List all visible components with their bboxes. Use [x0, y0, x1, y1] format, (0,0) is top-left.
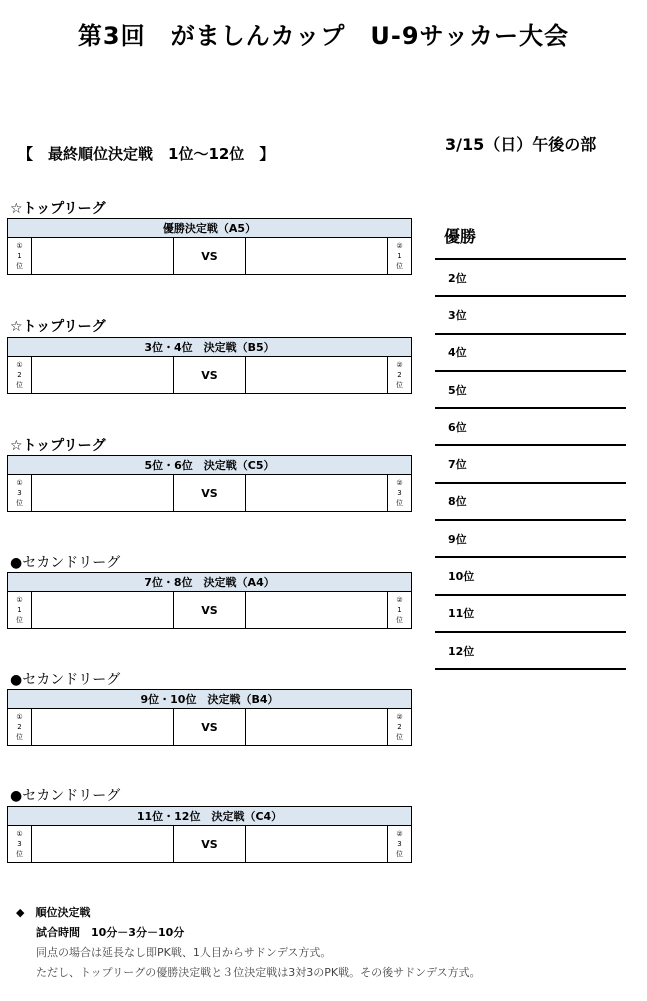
vs-label: VS: [174, 238, 246, 275]
page-title: 第3回 がましんカップ U-9サッカー大会: [77, 22, 570, 50]
right-team-cell[interactable]: [246, 475, 388, 512]
left-team-cell[interactable]: [32, 238, 174, 275]
vs-label: VS: [174, 357, 246, 394]
right-team-cell[interactable]: [246, 357, 388, 394]
left-team-cell[interactable]: [32, 592, 174, 629]
vs-label: VS: [174, 709, 246, 746]
match-table: [7, 572, 412, 629]
match-title: 9位・10位 決定戦（B4）: [8, 690, 412, 709]
left-team-cell[interactable]: [32, 709, 174, 746]
right-seed: ② 3 位: [388, 826, 412, 863]
event-date: 3/15（日）午後の部: [445, 135, 597, 154]
left-seed: ① 2 位: [8, 709, 32, 746]
league-label: ●セカンドリーグ: [10, 672, 121, 688]
rules-notes: [16, 903, 481, 983]
league-label: ☆トップリーグ: [10, 438, 106, 454]
rank-row: 3位: [435, 297, 626, 334]
vs-label: VS: [174, 826, 246, 863]
match-title: 7位・8位 決定戦（A4）: [8, 573, 412, 592]
ranking-list: [435, 222, 626, 670]
left-seed: ① 3 位: [8, 475, 32, 512]
match-title: 優勝決定戦（A5）: [8, 219, 412, 238]
right-seed: ② 2 位: [388, 357, 412, 394]
match-title: 5位・6位 決定戦（C5）: [8, 456, 412, 475]
left-seed: ① 1 位: [8, 238, 32, 275]
right-team-cell[interactable]: [246, 592, 388, 629]
rank-row: 5位: [435, 372, 626, 409]
left-seed: ① 3 位: [8, 826, 32, 863]
left-team-cell[interactable]: [32, 357, 174, 394]
rank-row: 8位: [435, 484, 626, 521]
subheader: 【 最終順位決定戦 1位～12位 】: [18, 145, 275, 163]
vs-label: VS: [174, 592, 246, 629]
match-table: [7, 337, 412, 394]
note-line: 同点の場合は延長なし即PK戦、1人目からサドンデス方式。: [36, 946, 332, 959]
note-line: ただし、トップリーグの優勝決定戦と３位決定戦は3対3のPK戦。その後サドンデス方式。: [36, 966, 481, 979]
match-table: [7, 455, 412, 512]
rank-row: 2位: [435, 260, 626, 297]
rank-row: 12位: [435, 633, 626, 670]
right-seed: ② 1 位: [388, 238, 412, 275]
rank-row: 7位: [435, 446, 626, 483]
match-title: 3位・4位 決定戦（B5）: [8, 338, 412, 357]
match-title: 11位・12位 決定戦（C4）: [8, 807, 412, 826]
match-table: [7, 218, 412, 275]
match-table: [7, 806, 412, 863]
left-team-cell[interactable]: [32, 826, 174, 863]
league-label: ●セカンドリーグ: [10, 788, 121, 804]
league-label: ☆トップリーグ: [10, 201, 106, 217]
match-table: [7, 689, 412, 746]
rank-row: 11位: [435, 596, 626, 633]
rank-row: 9位: [435, 521, 626, 558]
left-team-cell[interactable]: [32, 475, 174, 512]
notes-title: ◆ 順位決定戦: [16, 906, 91, 919]
left-seed: ① 1 位: [8, 592, 32, 629]
rank-winner: 優勝: [435, 222, 626, 260]
right-team-cell[interactable]: [246, 238, 388, 275]
rank-row: 6位: [435, 409, 626, 446]
left-seed: ① 2 位: [8, 357, 32, 394]
right-seed: ② 1 位: [388, 592, 412, 629]
right-team-cell[interactable]: [246, 826, 388, 863]
rank-row: 10位: [435, 558, 626, 595]
vs-label: VS: [174, 475, 246, 512]
league-label: ●セカンドリーグ: [10, 555, 121, 571]
rank-row: 4位: [435, 335, 626, 372]
league-label: ☆トップリーグ: [10, 319, 106, 335]
right-seed: ② 3 位: [388, 475, 412, 512]
right-seed: ② 2 位: [388, 709, 412, 746]
match-time: 試合時間 10分－3分－10分: [36, 926, 185, 939]
right-team-cell[interactable]: [246, 709, 388, 746]
